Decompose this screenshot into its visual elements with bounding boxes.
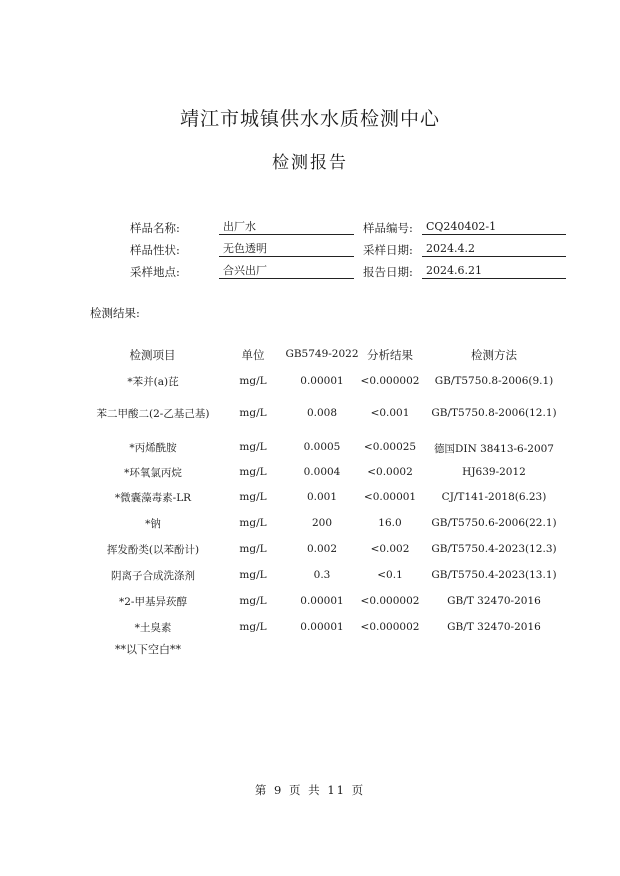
standard-limit: 0.008 [306, 407, 338, 419]
unit: mg/L [239, 595, 267, 607]
item-name: *苯并(a)芘 [127, 376, 179, 388]
sample-name-label: 样品名称: [130, 221, 180, 235]
analysis-result: <0.000002 [360, 621, 420, 633]
analysis-result: 16.0 [378, 517, 402, 529]
test-method: GB/T5750.4-2023(13.1) [431, 569, 557, 581]
sample-state-label: 样品性状: [130, 243, 180, 257]
analysis-result: <0.1 [377, 569, 403, 581]
item-name: *土臭素 [134, 622, 172, 634]
results-label: 检测结果: [90, 306, 140, 320]
col-header-unit: 单位 [241, 348, 265, 362]
test-method: GB/T5750.6-2006(22.1) [431, 517, 557, 529]
analysis-result: <0.00025 [363, 441, 417, 453]
page-number: 第 9 页 共 11 页 [254, 783, 366, 797]
col-header-method: 检测方法 [471, 348, 517, 362]
sample-state-value: 无色透明 [219, 241, 354, 257]
item-name: *2-甲基异莰醇 [119, 596, 187, 608]
sampling-site-label: 采样地点: [130, 265, 180, 279]
analysis-result: <0.000002 [360, 595, 420, 607]
test-method: HJ639-2012 [462, 466, 526, 478]
sample-id-label: 样品编号: [363, 221, 413, 235]
col-header-standard: GB5749-2022 [285, 348, 359, 360]
unit: mg/L [239, 569, 267, 581]
organization-title: 靖江市城镇供水水质检测中心 [179, 108, 440, 130]
unit: mg/L [239, 407, 267, 419]
standard-limit: 0.001 [306, 491, 338, 503]
test-method: GB/T 32470-2016 [447, 595, 541, 607]
sample-id-value: CQ240402-1 [422, 219, 566, 235]
analysis-result: <0.00001 [363, 491, 417, 503]
standard-limit: 0.3 [313, 569, 331, 581]
unit: mg/L [239, 621, 267, 633]
standard-limit: 200 [311, 517, 333, 529]
test-method: CJ/T141-2018(6.23) [441, 491, 547, 503]
item-name: 阴离子合成洗涤剂 [111, 570, 195, 582]
test-method: GB/T5750.8-2006(9.1) [434, 375, 554, 387]
item-name: 挥发酚类(以苯酚计) [106, 544, 200, 556]
standard-limit: 0.0004 [303, 466, 341, 478]
standard-limit: 0.0005 [303, 441, 341, 453]
sampling-date-value: 2024.4.2 [422, 241, 566, 257]
report-date-label: 报告日期: [363, 265, 413, 279]
analysis-result: <0.002 [370, 543, 410, 555]
standard-limit: 0.002 [306, 543, 338, 555]
unit: mg/L [239, 543, 267, 555]
test-method: GB/T5750.8-2006(12.1) [431, 407, 557, 419]
col-header-result: 分析结果 [367, 348, 413, 362]
item-name: *微囊藻毒素-LR [114, 492, 192, 504]
col-header-item: 检测项目 [129, 348, 176, 362]
analysis-result: <0.001 [370, 407, 410, 419]
sampling-site-value: 合兴出厂 [219, 263, 354, 279]
item-name: *丙烯酰胺 [129, 442, 177, 454]
sample-name-value: 出厂水 [219, 219, 354, 235]
end-of-data-mark: **以下空白** [115, 643, 181, 656]
unit: mg/L [239, 466, 267, 478]
item-name: 苯二甲酸二(2-乙基己基) [96, 408, 210, 420]
analysis-result: <0.0002 [367, 466, 413, 478]
test-method: GB/T5750.4-2023(12.3) [431, 543, 557, 555]
standard-limit: 0.00001 [300, 595, 344, 607]
test-method: 德国DIN 38413-6-2007 [434, 443, 554, 455]
report-date-value: 2024.6.21 [422, 263, 566, 279]
analysis-result: <0.000002 [360, 375, 420, 387]
test-method: GB/T 32470-2016 [447, 621, 541, 633]
unit: mg/L [239, 491, 267, 503]
item-name: *钠 [145, 518, 161, 530]
unit: mg/L [239, 517, 267, 529]
sampling-date-label: 采样日期: [363, 243, 413, 257]
standard-limit: 0.00001 [300, 375, 344, 387]
item-name: *环氧氯丙烷 [124, 467, 182, 479]
standard-limit: 0.00001 [300, 621, 344, 633]
unit: mg/L [239, 375, 267, 387]
unit: mg/L [239, 441, 267, 453]
report-title: 检测报告 [272, 153, 348, 173]
